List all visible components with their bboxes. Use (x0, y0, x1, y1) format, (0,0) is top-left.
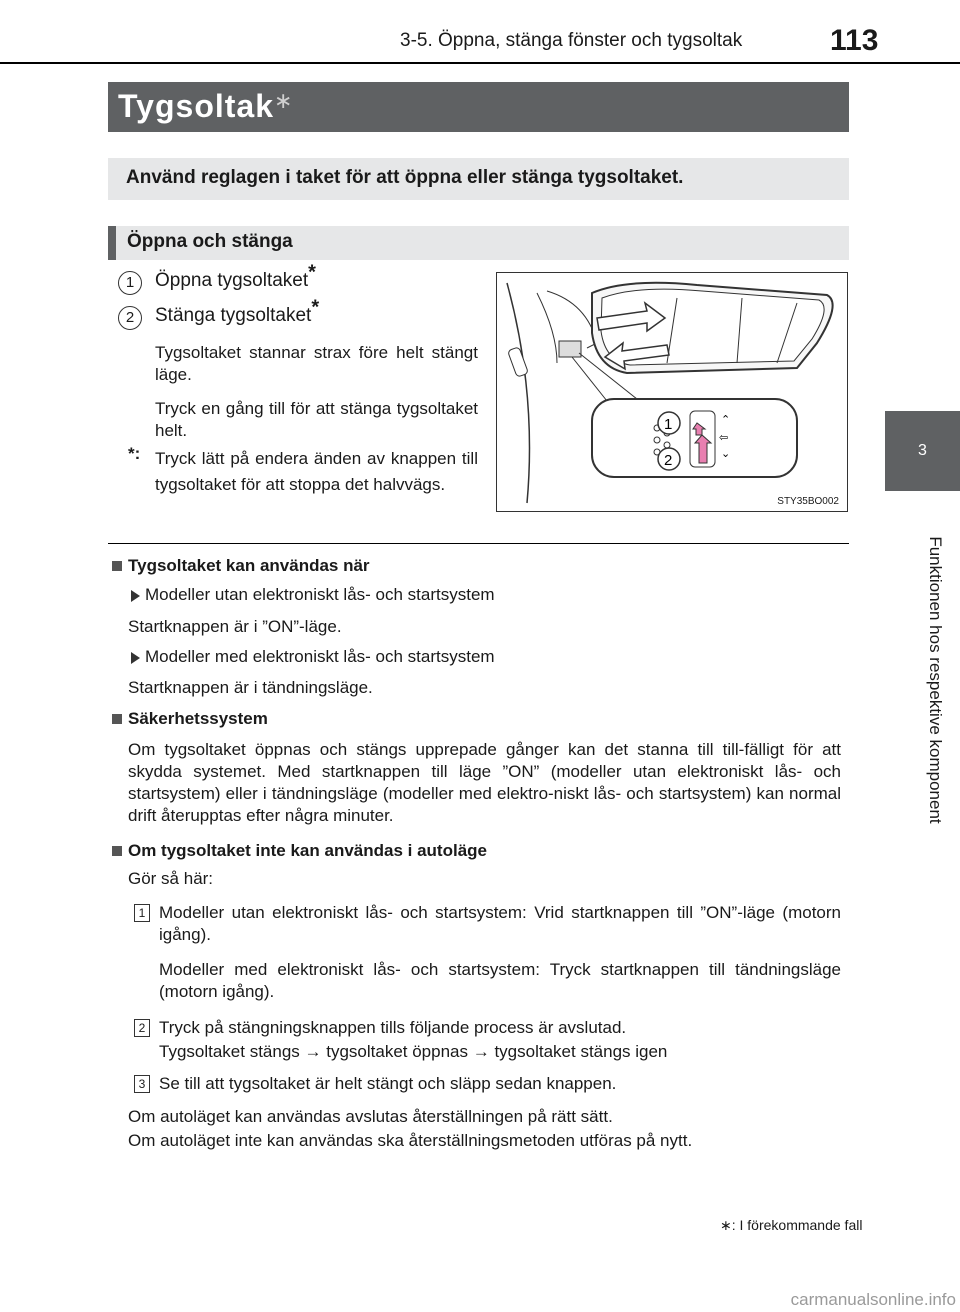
figure-code: STY35BO002 (777, 496, 839, 507)
section1-bullet-2: Modeller med elektroniskt lås- och startsystem (131, 647, 495, 667)
section1-text-2: Startknappen är i tändningsläge. (128, 678, 373, 697)
section3-intro: Gör så här: (128, 869, 214, 888)
note-text: Tryck lätt på endera änden av knappen till tygsoltaket för att stoppa det halvvägs. (155, 449, 478, 494)
section-divider (108, 543, 849, 544)
arrow-icon (131, 652, 140, 664)
callout-1: 1 (664, 416, 673, 433)
section-heading-1: Tygsoltaket kan användas när (112, 556, 370, 576)
section2-text: Om tygsoltaket öppnas och stängs upprepade gånger kan det stanna till till-fälligt för att skydda systemet. Med startknappen till läge ”ON” (modeller utan elektroniskt lås- och startsystem) eller i tändningsläge (modeller med elektro-niskt lås- och startsystem) kan normal drift återupptas efter några minuter. (128, 740, 841, 825)
step-2-text-a: Tryck på stängningsknappen tills följande process är avslutad. (159, 1018, 627, 1037)
item-paragraph-1: Tygsoltaket stannar strax före helt stängt läge. (155, 343, 478, 384)
chapter-number: 3 (918, 442, 927, 459)
section-heading-3: Om tygsoltaket inte kan användas i autoläge (112, 841, 487, 861)
section-header-title: 3-5. Öppna, stänga fönster och tygsoltak (400, 30, 743, 51)
step-1-text-a: Modeller utan elektroniskt lås- och startsystem: Vrid startknappen till ”ON”-läge (motorn igång). (159, 903, 841, 944)
section1-bullet-1: Modeller utan elektroniskt lås- och startsystem (131, 585, 495, 605)
page-title-bar (108, 82, 849, 132)
page-number: 113 (830, 24, 879, 57)
svg-text:⇦: ⇦ (719, 432, 729, 444)
chapter-title-vertical (925, 500, 945, 860)
sunshade-illustration (496, 272, 848, 512)
step-number-1: 1 (134, 904, 150, 922)
section3-end-1: Om autoläget kan användas avslutas återställningen på rätt sätt. (128, 1107, 613, 1126)
intro-box (108, 158, 849, 200)
arrow-icon (131, 590, 140, 602)
intro-text: Använd reglagen i taket för att öppna eller stänga tygsoltaket. (126, 167, 684, 188)
step-2-text-b: Tygsoltaket stängs → tygsoltaket öppnas → tygsoltaket stängs igen (159, 1042, 668, 1061)
note-marker: *: (128, 444, 141, 463)
chapter-title: Funktionen hos respektive komponent (926, 536, 945, 824)
sunshade-drawing (497, 273, 847, 511)
step-3-text: Se till att tygsoltaket är helt stängt och släpp sedan knappen. (159, 1074, 617, 1093)
section-heading-2: Säkerhetssystem (112, 709, 268, 729)
chapter-tab (885, 411, 960, 491)
subsection-heading (108, 226, 849, 260)
section1-text-1: Startknappen är i ”ON”-läge. (128, 617, 342, 636)
watermark: carmanualsonline.info (790, 1290, 956, 1309)
item-number-1: 1 (118, 271, 142, 295)
page-title: Tygsoltak∗ (118, 88, 294, 124)
svg-text:⌄: ⌄ (721, 448, 731, 460)
item-paragraph-2: Tryck en gång till för att stänga tygsoltaket helt. (155, 399, 478, 440)
item-label-1: Öppna tygsoltaket* (155, 261, 316, 291)
callout-2: 2 (664, 452, 673, 469)
step-1-text-b: Modeller med elektroniskt lås- och startsystem: Tryck startknappen till tändningsläge (motorn igång). (159, 960, 841, 1001)
footnote: ∗: I förekommande fall (720, 1217, 863, 1233)
step-number-3: 3 (134, 1075, 150, 1093)
svg-text:⌃: ⌃ (721, 414, 731, 426)
step-number-2: 2 (134, 1019, 150, 1037)
item-label-2: Stänga tygsoltaket* (155, 296, 320, 326)
section3-end-2: Om autoläget inte kan användas ska återställningsmetoden utföras på nytt. (128, 1131, 693, 1150)
subsection-title: Öppna och stänga (127, 231, 293, 252)
item-number-2: 2 (118, 306, 142, 330)
header-rule (0, 62, 960, 64)
